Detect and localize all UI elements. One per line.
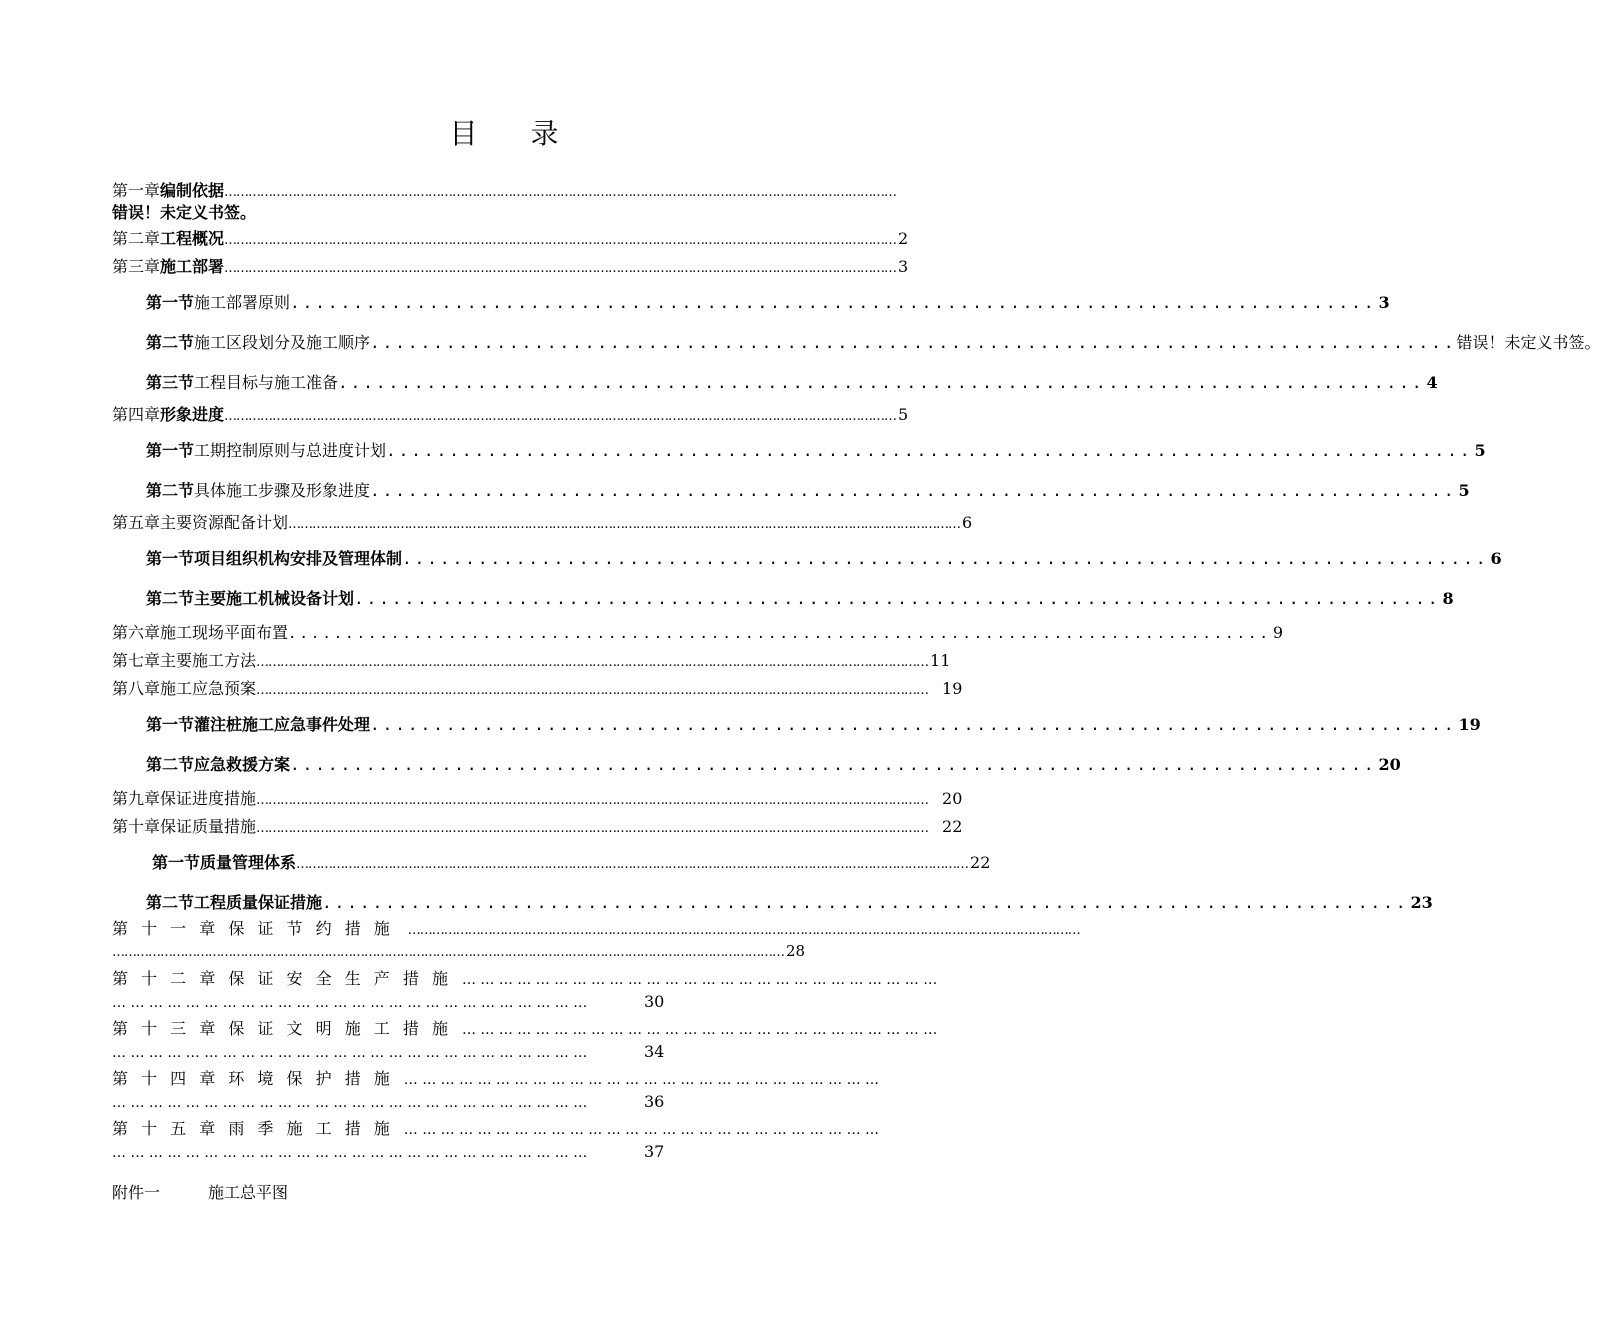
page-number: 37 — [644, 1142, 665, 1161]
section-title: 具体施工步骤及形象进度 — [194, 481, 371, 500]
dot-leader: ...................................................................................... — [322, 893, 1409, 912]
toc-entry-appendix[interactable] — [112, 1180, 288, 1203]
page-number: 36 — [644, 1092, 665, 1111]
chapter-title: 施工现场平面布置 — [160, 623, 289, 642]
toc-error-ch1 — [112, 200, 256, 223]
dot-leader: …………………………………………………………………………………………………………………………………………………… — [224, 233, 897, 248]
dot-leader: …………………………………………………………………………………………………………………………………………………… — [288, 517, 961, 532]
chapter-title: 施工应急预案 — [160, 679, 257, 698]
dot-leader: … … … … … … … … … … … … … … … … … … … … … … … … … … — [112, 1145, 588, 1161]
dot-leader: …………………………………………………………………………………………………………………………………………………… — [296, 857, 969, 872]
page-number: 34 — [644, 1042, 665, 1061]
page-number: 20 — [1378, 755, 1401, 774]
dot-leader: ...................................................................................... — [288, 626, 1271, 642]
toc-entry-ch13[interactable] — [112, 1016, 938, 1039]
appendix-label: 附件一 — [112, 1183, 161, 1202]
toc-entry-ch10s2[interactable] — [146, 890, 1433, 913]
dot-leader: ...................................................................................... — [290, 293, 1377, 312]
section-label: 第三节 — [146, 373, 195, 392]
page-number: 28 — [786, 942, 806, 960]
page-number: 6 — [1490, 549, 1502, 568]
toc-entry-ch12-cont — [112, 992, 672, 1011]
chapter-label: 第六章 — [112, 623, 161, 642]
toc-entry-ch2[interactable] — [112, 226, 909, 249]
page-number: 4 — [1426, 373, 1438, 392]
dot-leader: …………………………………………………………………………………………………………………………………………………… — [407, 923, 1080, 938]
dot-leader: … … … … … … … … … … … … … … … … … … … … … … … … … … — [112, 995, 588, 1011]
section-label: 第二节 — [146, 589, 195, 608]
page-number: 19 — [942, 679, 963, 698]
page-number: 20 — [942, 789, 963, 808]
toc-entry-ch14-cont — [112, 1092, 672, 1111]
chapter-title: 工程概况 — [160, 229, 225, 248]
section-label: 第一节 — [146, 293, 195, 312]
chapter-title: 第 十 三 章 保 证 文 明 施 工 措 施 — [112, 1019, 452, 1038]
dot-leader: … … … … … … … … … … … … … … … … … … … … … … … … … … — [112, 1045, 588, 1061]
dot-leader: ...................................................................................... — [338, 373, 1425, 392]
toc-entry-ch3s1[interactable] — [146, 290, 1390, 313]
toc-entry-ch8s2[interactable] — [146, 752, 1401, 775]
toc-entry-ch11[interactable] — [112, 916, 1080, 939]
dot-leader: ...................................................................................... — [290, 755, 1377, 774]
chapter-label: 第五章 — [112, 513, 161, 532]
section-title: 工程质量保证措施 — [194, 893, 323, 912]
dot-leader: … … … … … … … … … … … … … … … … … … … … … … … … … … — [403, 1122, 880, 1138]
appendix-title: 施工总平图 — [208, 1183, 289, 1202]
page-number: 5 — [1474, 441, 1486, 460]
toc-entry-ch6[interactable] — [112, 620, 1284, 643]
section-title: 工程目标与施工准备 — [194, 373, 339, 392]
chapter-label: 第四章 — [112, 405, 161, 424]
chapter-label: 第二章 — [112, 229, 161, 248]
dot-leader: ...................................................................................... — [370, 333, 1457, 352]
section-label: 第二节 — [146, 481, 195, 500]
dot-leader: … … … … … … … … … … … … … … … … … … … … … … … … … … — [112, 1095, 588, 1111]
toc-entry-ch15-cont — [112, 1142, 672, 1161]
page-number: 3 — [1378, 293, 1390, 312]
dot-leader: …………………………………………………………………………………………………………………………………………………… — [224, 185, 897, 200]
section-title: 施工部署原则 — [194, 293, 291, 312]
chapter-label: 第八章 — [112, 679, 161, 698]
chapter-title: 形象进度 — [160, 405, 225, 424]
section-title: 工期控制原则与总进度计划 — [194, 441, 387, 460]
toc-entry-ch5s2[interactable] — [146, 586, 1454, 609]
section-title: 质量管理体系 — [200, 853, 297, 872]
section-title: 应急救援方案 — [194, 755, 291, 774]
dot-leader: …………………………………………………………………………………………………………………………………………………… — [224, 261, 897, 276]
section-title: 施工区段划分及施工顺序 — [194, 333, 371, 352]
page-title: 目 录 — [449, 117, 581, 150]
dot-leader: ...................................................................................... — [370, 715, 1457, 734]
dot-leader: …………………………………………………………………………………………………………………………………………………… — [256, 793, 929, 808]
section-label: 第二节 — [146, 333, 195, 352]
section-title: 灌注桩施工应急事件处理 — [194, 715, 371, 734]
toc-entry-ch7[interactable] — [112, 648, 951, 671]
chapter-label: 第七章 — [112, 651, 161, 670]
dot-leader: ...................................................................................... — [370, 481, 1457, 500]
page-number: 5 — [1458, 481, 1470, 500]
page-number: 23 — [1410, 893, 1433, 912]
toc-entry-ch12[interactable] — [112, 966, 938, 989]
page-number: 30 — [644, 992, 665, 1011]
toc-entry-ch3[interactable] — [112, 254, 909, 277]
chapter-title: 第 十 五 章 雨 季 施 工 措 施 — [112, 1119, 394, 1138]
toc-entry-ch3s2[interactable] — [146, 330, 1600, 353]
toc-entry-ch8[interactable] — [112, 676, 963, 699]
toc-entry-ch10[interactable] — [112, 814, 963, 837]
page-number: 6 — [962, 513, 973, 532]
dot-leader: … … … … … … … … … … … … … … … … … … … … … … … … … … — [461, 972, 938, 988]
chapter-label: 第三章 — [112, 257, 161, 276]
page-number: 9 — [1272, 623, 1284, 642]
dot-leader: …………………………………………………………………………………………………………………………………………………… — [112, 945, 784, 960]
toc-entry-ch10s1[interactable] — [152, 850, 991, 873]
section-label: 第一节 — [146, 715, 195, 734]
page-number: 3 — [898, 257, 909, 276]
chapter-title: 保证进度措施 — [160, 789, 257, 808]
chapter-title: 第 十 四 章 环 境 保 护 措 施 — [112, 1069, 394, 1088]
chapter-title: 第 十 二 章 保 证 安 全 生 产 措 施 — [112, 969, 452, 988]
section-title: 主要施工机械设备计划 — [194, 589, 355, 608]
page-number: 22 — [970, 853, 991, 872]
toc-entry-ch13-cont — [112, 1042, 672, 1061]
page-number: 5 — [898, 405, 909, 424]
chapter-label: 第九章 — [112, 789, 161, 808]
page-number: 8 — [1442, 589, 1454, 608]
toc-entry-ch1[interactable] — [112, 178, 897, 201]
dot-leader: … … … … … … … … … … … … … … … … … … … … … … … … … … — [461, 1022, 938, 1038]
section-label: 第一节 — [152, 853, 201, 872]
chapter-title: 编制依据 — [160, 181, 225, 200]
dot-leader: … … … … … … … … … … … … … … … … … … … … … … … … … … — [403, 1072, 880, 1088]
chapter-label: 第十章 — [112, 817, 161, 836]
section-label: 第二节 — [146, 893, 195, 912]
page-number: 2 — [898, 229, 909, 248]
bookmark-error: 错误！未定义书签。 — [1456, 333, 1600, 352]
dot-leader: …………………………………………………………………………………………………………………………………………………… — [224, 409, 897, 424]
section-title: 项目组织机构安排及管理体制 — [194, 549, 403, 568]
page-number: 19 — [1458, 715, 1481, 734]
toc-entry-ch3s3[interactable] — [146, 370, 1438, 393]
chapter-label: 第一章 — [112, 181, 161, 200]
toc-entry-ch5s1[interactable] — [146, 546, 1502, 569]
dot-leader: …………………………………………………………………………………………………………………………………………………… — [256, 655, 929, 670]
chapter-title: 第 十 一 章 保 证 节 约 措 施 — [112, 919, 394, 938]
toc-entry-ch4[interactable] — [112, 402, 909, 425]
toc-entry-ch9[interactable] — [112, 786, 963, 809]
toc-entry-ch15[interactable] — [112, 1116, 880, 1139]
dot-leader: ...................................................................................... — [386, 441, 1473, 460]
toc-entry-ch5[interactable] — [112, 510, 973, 533]
chapter-title: 主要资源配备计划 — [160, 513, 289, 532]
toc-entry-ch14[interactable] — [112, 1066, 880, 1089]
page-number: 22 — [942, 817, 963, 836]
toc-entry-ch11-cont — [112, 942, 806, 960]
section-label: 第一节 — [146, 441, 195, 460]
dot-leader: …………………………………………………………………………………………………………………………………………………… — [256, 821, 929, 836]
dot-leader: ...................................................................................... — [354, 589, 1441, 608]
chapter-title: 主要施工方法 — [160, 651, 257, 670]
section-label: 第二节 — [146, 755, 195, 774]
page-number: 11 — [930, 651, 951, 670]
dot-leader: …………………………………………………………………………………………………………………………………………………… — [256, 683, 929, 698]
toc-entry-ch8s1[interactable] — [146, 712, 1481, 735]
dot-leader: ...................................................................................... — [402, 549, 1489, 568]
toc-entry-ch4s2[interactable] — [146, 478, 1470, 501]
chapter-title: 保证质量措施 — [160, 817, 257, 836]
bookmark-error: 错误！未定义书签。 — [112, 203, 257, 222]
toc-entry-ch4s1[interactable] — [146, 438, 1486, 461]
section-label: 第一节 — [146, 549, 195, 568]
chapter-title: 施工部署 — [160, 257, 225, 276]
